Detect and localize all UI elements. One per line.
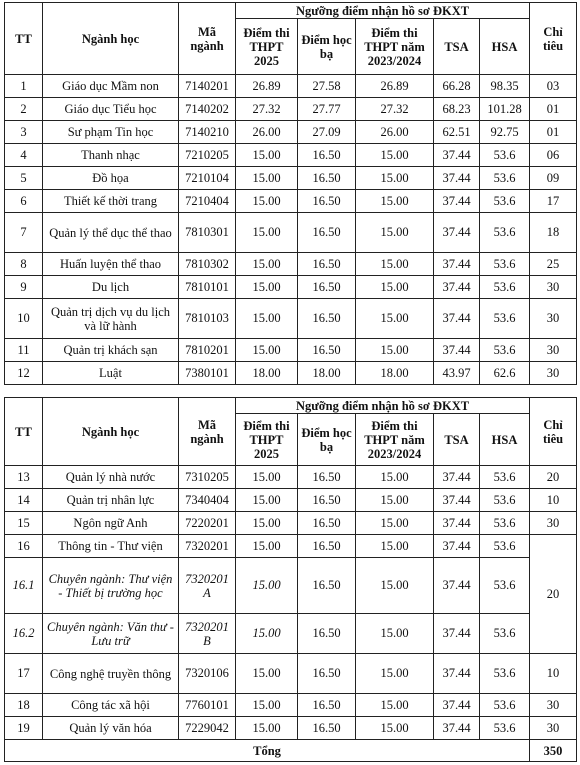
- cell-chitieu: 30: [530, 362, 577, 385]
- header-thpt-2025: Điểm thi THPT 2025: [236, 414, 298, 466]
- cell-thpt-2023-2024: 15.00: [356, 717, 434, 740]
- cell-thpt-2023-2024: 15.00: [356, 299, 434, 339]
- cell-code: 7810201: [179, 339, 236, 362]
- cell-chitieu: 30: [530, 276, 577, 299]
- cell-tt: 13: [5, 466, 43, 489]
- cell-name: Sư phạm Tin học: [43, 121, 179, 144]
- header-tt: TT: [5, 3, 43, 75]
- header-thpt-2025: Điểm thi THPT 2025: [236, 19, 298, 75]
- cell-name: Ngôn ngữ Anh: [43, 512, 179, 535]
- header-tsa: TSA: [434, 414, 480, 466]
- cell-tt: 3: [5, 121, 43, 144]
- cell-code: 7340404: [179, 489, 236, 512]
- cell-thpt-2025: 15.00: [236, 717, 298, 740]
- header-threshold-group: Ngưỡng điểm nhận hồ sơ ĐKXT: [236, 3, 530, 19]
- cell-tt: 11: [5, 339, 43, 362]
- cell-thpt-2025: 15.00: [236, 190, 298, 213]
- cell-tsa: 37.44: [434, 694, 480, 717]
- cell-hocba: 16.50: [298, 694, 356, 717]
- cell-chitieu: 30: [530, 694, 577, 717]
- cell-tsa: 37.44: [434, 717, 480, 740]
- cell-name: Huấn luyện thể thao: [43, 253, 179, 276]
- cell-hocba: 16.50: [298, 190, 356, 213]
- cell-thpt-2025: 15.00: [236, 466, 298, 489]
- cell-tt: 10: [5, 299, 43, 339]
- cell-name: Quản trị nhân lực: [43, 489, 179, 512]
- cell-name: Quản lý nhà nước: [43, 466, 179, 489]
- cell-hsa: 53.6: [480, 489, 530, 512]
- table-row: [5, 253, 577, 276]
- cell-thpt-2025: 15.00: [236, 167, 298, 190]
- cell-name: Quản lý thể dục thể thao: [43, 213, 179, 253]
- cell-chitieu: 25: [530, 253, 577, 276]
- header-hocba: Điểm học bạ: [298, 414, 356, 466]
- cell-thpt-2025: 26.00: [236, 121, 298, 144]
- cell-tsa: 37.44: [434, 167, 480, 190]
- cell-tt: 12: [5, 362, 43, 385]
- cell-tt: 8: [5, 253, 43, 276]
- cell-chitieu: 03: [530, 75, 577, 98]
- cell-chitieu: 01: [530, 121, 577, 144]
- cell-code: 7320201 A: [179, 558, 236, 614]
- cell-tt: 16.1: [5, 558, 43, 614]
- cell-hsa: 53.6: [480, 190, 530, 213]
- cell-tsa: 37.44: [434, 253, 480, 276]
- cell-hsa: 53.6: [480, 535, 530, 558]
- total-value: 350: [530, 740, 577, 762]
- cell-hocba: 16.50: [298, 535, 356, 558]
- cell-chitieu: 30: [530, 717, 577, 740]
- cell-code: 7760101: [179, 694, 236, 717]
- table-row: [5, 489, 577, 512]
- cell-hocba: 16.50: [298, 654, 356, 694]
- cell-tt: 7: [5, 213, 43, 253]
- cell-thpt-2023-2024: 27.32: [356, 98, 434, 121]
- table-row: [5, 717, 577, 740]
- cell-hsa: 92.75: [480, 121, 530, 144]
- cell-chitieu: 06: [530, 144, 577, 167]
- cell-tsa: 37.44: [434, 276, 480, 299]
- cell-tt: 17: [5, 654, 43, 694]
- table-row: [5, 213, 577, 253]
- cell-tsa: 37.44: [434, 466, 480, 489]
- cell-chitieu: 30: [530, 339, 577, 362]
- header-nganh: Ngành học: [43, 398, 179, 466]
- cell-hocba: 16.50: [298, 512, 356, 535]
- cell-thpt-2025: 15.00: [236, 535, 298, 558]
- cell-thpt-2025: 15.00: [236, 558, 298, 614]
- cell-chitieu: 01: [530, 98, 577, 121]
- cell-thpt-2025: 15.00: [236, 512, 298, 535]
- cell-hsa: 53.6: [480, 466, 530, 489]
- cell-name: Công nghệ truyền thông: [43, 654, 179, 694]
- cell-tt: 14: [5, 489, 43, 512]
- header-ma: Mã ngành: [179, 398, 236, 466]
- cell-hocba: 16.50: [298, 276, 356, 299]
- cell-chitieu: 30: [530, 299, 577, 339]
- cell-chitieu: 09: [530, 167, 577, 190]
- cell-tsa: 37.44: [434, 213, 480, 253]
- table-row: [5, 654, 577, 694]
- cell-name: Giáo dục Tiểu học: [43, 98, 179, 121]
- cell-hocba: 16.50: [298, 144, 356, 167]
- cell-thpt-2023-2024: 15.00: [356, 190, 434, 213]
- cell-tsa: 37.44: [434, 512, 480, 535]
- cell-tsa: 37.44: [434, 299, 480, 339]
- cell-thpt-2025: 18.00: [236, 362, 298, 385]
- cell-code: 7810301: [179, 213, 236, 253]
- table-row: [5, 558, 577, 614]
- cell-thpt-2025: 15.00: [236, 339, 298, 362]
- cell-tsa: 43.97: [434, 362, 480, 385]
- cell-thpt-2023-2024: 18.00: [356, 362, 434, 385]
- cell-hsa: 53.6: [480, 717, 530, 740]
- cell-thpt-2023-2024: 15.00: [356, 144, 434, 167]
- cell-hocba: 27.77: [298, 98, 356, 121]
- table-row: [5, 75, 577, 98]
- cell-hsa: 101.28: [480, 98, 530, 121]
- cell-hocba: 18.00: [298, 362, 356, 385]
- cell-hsa: 53.6: [480, 339, 530, 362]
- cell-thpt-2023-2024: 15.00: [356, 614, 434, 654]
- cell-thpt-2023-2024: 26.89: [356, 75, 434, 98]
- cell-thpt-2023-2024: 15.00: [356, 694, 434, 717]
- header-nganh: Ngành học: [43, 3, 179, 75]
- cell-hocba: 16.50: [298, 299, 356, 339]
- cell-chitieu-merged: 20: [530, 535, 577, 654]
- cell-hsa: 53.6: [480, 558, 530, 614]
- cell-thpt-2023-2024: 15.00: [356, 489, 434, 512]
- cell-thpt-2023-2024: 15.00: [356, 253, 434, 276]
- cell-hocba: 16.50: [298, 489, 356, 512]
- cell-hocba: 16.50: [298, 213, 356, 253]
- cell-name: Quản trị khách sạn: [43, 339, 179, 362]
- cell-chitieu: 20: [530, 466, 577, 489]
- total-row: [5, 740, 577, 762]
- admission-table-1: [4, 2, 577, 385]
- header-ma: Mã ngành: [179, 3, 236, 75]
- cell-code: 7229042: [179, 717, 236, 740]
- cell-hocba: 27.09: [298, 121, 356, 144]
- cell-tt: 5: [5, 167, 43, 190]
- cell-thpt-2025: 15.00: [236, 299, 298, 339]
- cell-tsa: 37.44: [434, 614, 480, 654]
- header-chitieu: Chỉ tiêu: [530, 398, 577, 466]
- cell-name: Đồ họa: [43, 167, 179, 190]
- table-row: [5, 535, 577, 558]
- cell-tt: 19: [5, 717, 43, 740]
- cell-chitieu: 17: [530, 190, 577, 213]
- cell-name: Thiết kế thời trang: [43, 190, 179, 213]
- cell-code: 7320201 B: [179, 614, 236, 654]
- cell-thpt-2025: 15.00: [236, 614, 298, 654]
- cell-name: Chuyên ngành: Thư viện - Thiết bị trường học: [43, 558, 179, 614]
- cell-hocba: 16.50: [298, 466, 356, 489]
- table-row: [5, 614, 577, 654]
- cell-tsa: 37.44: [434, 535, 480, 558]
- cell-name: Quản lý văn hóa: [43, 717, 179, 740]
- cell-code: 7810101: [179, 276, 236, 299]
- cell-code: 7140201: [179, 75, 236, 98]
- table-row: [5, 276, 577, 299]
- header-threshold-group: Ngưỡng điểm nhận hồ sơ ĐKXT: [236, 398, 530, 414]
- table-row: [5, 121, 577, 144]
- table-1-body: [5, 75, 577, 385]
- cell-thpt-2023-2024: 15.00: [356, 654, 434, 694]
- cell-tt: 1: [5, 75, 43, 98]
- cell-thpt-2023-2024: 26.00: [356, 121, 434, 144]
- table-row: [5, 694, 577, 717]
- cell-code: 7140210: [179, 121, 236, 144]
- cell-tt: 16.2: [5, 614, 43, 654]
- table-row: [5, 98, 577, 121]
- cell-chitieu: 10: [530, 654, 577, 694]
- cell-hsa: 53.6: [480, 614, 530, 654]
- cell-hsa: 53.6: [480, 694, 530, 717]
- cell-thpt-2023-2024: 15.00: [356, 167, 434, 190]
- total-label: Tổng: [5, 740, 530, 762]
- cell-code: 7320106: [179, 654, 236, 694]
- header-hocba: Điểm học bạ: [298, 19, 356, 75]
- table-row: [5, 339, 577, 362]
- table-row: [5, 466, 577, 489]
- cell-hsa: 62.6: [480, 362, 530, 385]
- header-chitieu: Chỉ tiêu: [530, 3, 577, 75]
- cell-thpt-2023-2024: 15.00: [356, 339, 434, 362]
- cell-thpt-2023-2024: 15.00: [356, 558, 434, 614]
- cell-name: Giáo dục Mầm non: [43, 75, 179, 98]
- cell-tt: 2: [5, 98, 43, 121]
- cell-code: 7220201: [179, 512, 236, 535]
- cell-thpt-2025: 15.00: [236, 144, 298, 167]
- cell-tsa: 37.44: [434, 558, 480, 614]
- header-hsa: HSA: [480, 414, 530, 466]
- table-row: [5, 167, 577, 190]
- cell-hsa: 53.6: [480, 654, 530, 694]
- cell-tt: 9: [5, 276, 43, 299]
- cell-tt: 4: [5, 144, 43, 167]
- cell-code: 7810103: [179, 299, 236, 339]
- cell-name: Du lịch: [43, 276, 179, 299]
- cell-code: 7210404: [179, 190, 236, 213]
- cell-code: 7140202: [179, 98, 236, 121]
- cell-hsa: 53.6: [480, 144, 530, 167]
- cell-tsa: 37.44: [434, 654, 480, 694]
- cell-code: 7320201: [179, 535, 236, 558]
- cell-tsa: 37.44: [434, 339, 480, 362]
- cell-chitieu: 30: [530, 512, 577, 535]
- admission-table-2: [4, 397, 577, 762]
- header-tt: TT: [5, 398, 43, 466]
- table-row: [5, 144, 577, 167]
- cell-thpt-2023-2024: 15.00: [356, 466, 434, 489]
- cell-hocba: 16.50: [298, 253, 356, 276]
- cell-hsa: 53.6: [480, 213, 530, 253]
- cell-code: 7380101: [179, 362, 236, 385]
- cell-name: Thông tin - Thư viện: [43, 535, 179, 558]
- cell-hocba: 16.50: [298, 339, 356, 362]
- cell-name: Luật: [43, 362, 179, 385]
- cell-hsa: 53.6: [480, 276, 530, 299]
- cell-tt: 18: [5, 694, 43, 717]
- cell-tsa: 66.28: [434, 75, 480, 98]
- cell-hsa: 53.6: [480, 167, 530, 190]
- cell-hocba: 27.58: [298, 75, 356, 98]
- cell-code: 7210205: [179, 144, 236, 167]
- cell-name: Quản trị dịch vụ du lịch và lữ hành: [43, 299, 179, 339]
- cell-thpt-2023-2024: 15.00: [356, 512, 434, 535]
- cell-hocba: 16.50: [298, 717, 356, 740]
- cell-tt: 15: [5, 512, 43, 535]
- cell-tsa: 37.44: [434, 190, 480, 213]
- cell-tsa: 37.44: [434, 144, 480, 167]
- cell-name: Công tác xã hội: [43, 694, 179, 717]
- cell-thpt-2025: 15.00: [236, 489, 298, 512]
- header-thpt-2023-2024: Điểm thi THPT năm 2023/2024: [356, 414, 434, 466]
- table-row: [5, 190, 577, 213]
- cell-hsa: 53.6: [480, 253, 530, 276]
- cell-hocba: 16.50: [298, 558, 356, 614]
- cell-thpt-2025: 15.00: [236, 654, 298, 694]
- cell-code: 7210104: [179, 167, 236, 190]
- cell-thpt-2025: 15.00: [236, 213, 298, 253]
- cell-hocba: 16.50: [298, 167, 356, 190]
- cell-hsa: 53.6: [480, 512, 530, 535]
- cell-thpt-2025: 15.00: [236, 276, 298, 299]
- cell-code: 7310205: [179, 466, 236, 489]
- cell-thpt-2023-2024: 15.00: [356, 276, 434, 299]
- table-row: [5, 362, 577, 385]
- cell-thpt-2025: 27.32: [236, 98, 298, 121]
- table-row: [5, 299, 577, 339]
- cell-hsa: 53.6: [480, 299, 530, 339]
- header-tsa: TSA: [434, 19, 480, 75]
- cell-tsa: 62.51: [434, 121, 480, 144]
- cell-thpt-2025: 15.00: [236, 253, 298, 276]
- cell-hocba: 16.50: [298, 614, 356, 654]
- table-row: [5, 512, 577, 535]
- cell-thpt-2025: 26.89: [236, 75, 298, 98]
- header-thpt-2023-2024: Điểm thi THPT năm 2023/2024: [356, 19, 434, 75]
- cell-chitieu: 18: [530, 213, 577, 253]
- cell-thpt-2023-2024: 15.00: [356, 535, 434, 558]
- cell-tsa: 68.23: [434, 98, 480, 121]
- cell-hsa: 98.35: [480, 75, 530, 98]
- cell-name: Thanh nhạc: [43, 144, 179, 167]
- cell-thpt-2023-2024: 15.00: [356, 213, 434, 253]
- cell-tsa: 37.44: [434, 489, 480, 512]
- header-hsa: HSA: [480, 19, 530, 75]
- cell-code: 7810302: [179, 253, 236, 276]
- cell-name: Chuyên ngành: Văn thư - Lưu trữ: [43, 614, 179, 654]
- cell-tt: 16: [5, 535, 43, 558]
- cell-chitieu: 10: [530, 489, 577, 512]
- cell-thpt-2025: 15.00: [236, 694, 298, 717]
- cell-tt: 6: [5, 190, 43, 213]
